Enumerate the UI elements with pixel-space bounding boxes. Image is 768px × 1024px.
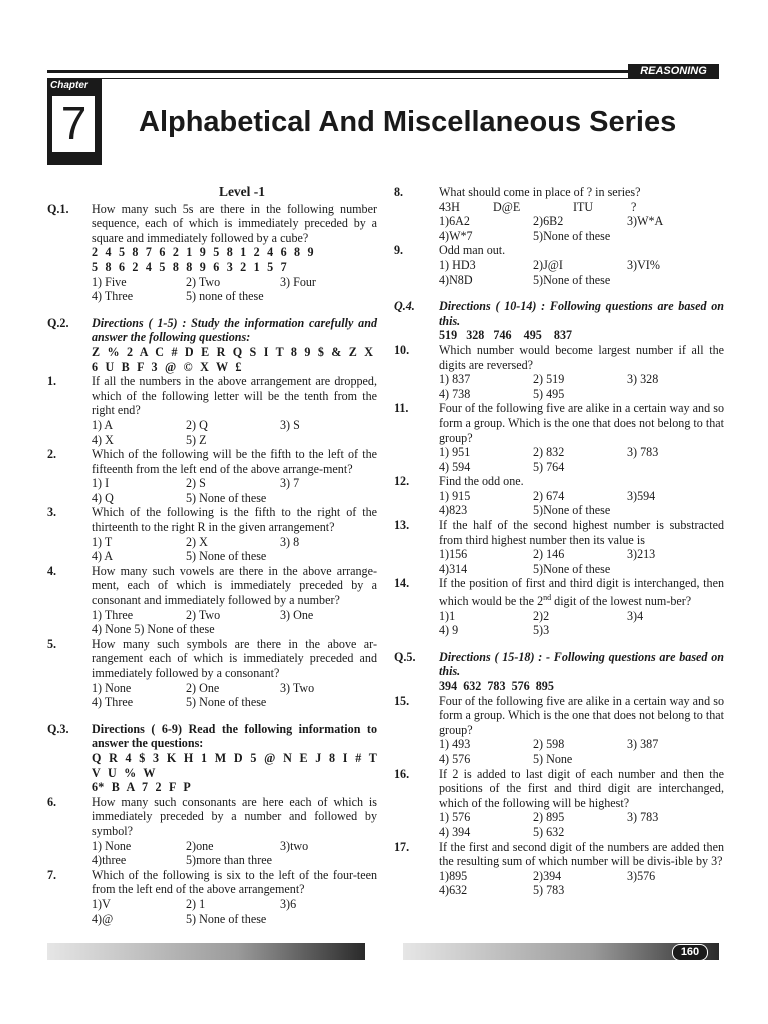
question-number: 1. [47,374,57,389]
question-text: If the first and second digit of the numbers are added then the resulting sum of which number will be divis-ible by 3? [439,839,724,869]
option: 3) S [280,417,300,432]
question-text: If all the numbers in the above arrangement are dropped, which of the following letter will be the tenth from the right end? [92,374,377,418]
option: 4)823 [439,503,468,518]
question-number: Q.4. [394,299,415,314]
question-number: 8. [394,185,404,199]
question-number: 6. [47,794,57,809]
option: 2)2 [533,608,550,623]
option: 3)594 [627,488,656,503]
left-column [47,185,377,926]
option: 5)None of these [533,272,611,287]
question-number: Q.2. [47,315,69,330]
option: 5) None of these [186,911,267,926]
question-11 [394,401,724,474]
option: 1) None [92,680,132,695]
options [92,535,377,564]
option: 5)3 [533,623,550,638]
question-17 [394,840,724,898]
option: 3) Two [280,680,315,695]
question-number: 9. [394,243,404,258]
option: 4) 576 [439,752,471,766]
directions: Directions ( 1-5) : Study the information carefully and answer the following questions: [92,315,377,345]
option: 1)V [92,896,111,911]
question-text: Which of the following is six to the left of the four-teen from the left end of the above arrangement? [92,867,377,897]
option: 3)two [280,838,309,853]
option: 4) None 5) None of these [92,622,215,637]
option: 4)@ [92,911,114,926]
question-number: 11. [394,401,409,416]
series [439,200,724,215]
option: 2) 895 [533,810,565,825]
question-number: Q.1. [47,201,69,216]
chapter-number: 7 [60,97,87,149]
option: 5)None of these [533,228,611,243]
option: 1) 951 [439,445,471,460]
question-text: What should come in place of ? in series? [439,185,641,199]
option: 5)more than three [186,853,272,868]
options [439,810,724,839]
option: 1) HD3 [439,257,476,272]
option: 2)one [186,838,214,853]
option: 1) 837 [439,372,471,387]
option: 4)632 [439,883,468,898]
option: 5)None of these [533,561,611,576]
option: 1) 576 [439,810,471,825]
symbol-sequence: Z % 2 A C # D E R Q S I T 8 9 $ & Z X [92,344,374,359]
option: 2) Two [186,274,221,289]
option: 5) none of these [186,289,264,304]
option: 5) None of these [186,695,267,710]
question-number: 3. [47,505,57,520]
question-text: If the half of the second highest number is substracted from third highest number then its value is [439,518,724,547]
options [439,372,724,401]
option: 3)W*A [627,214,664,229]
option: 4) 394 [439,824,471,839]
option: 2) 519 [533,372,565,387]
option: 4)W*7 [439,228,473,243]
header-rule-thin [47,78,719,79]
number-set: 519 328 746 495 837 [439,328,573,343]
option: 5) None [533,752,573,766]
option: 2)6B2 [533,214,564,229]
question-5 [47,637,377,710]
option: 4)N8D [439,272,473,287]
question-4 [47,564,377,637]
question-text: How many such 5s are there in the following number sequence, each of which is immediately preceded by a square and immediately followed by a cube? [92,201,377,245]
question-number: 17. [394,839,410,854]
option: 2) S [186,476,206,491]
number-set: 394 632 783 576 895 [439,679,554,694]
directions: Directions ( 6-9) Read the following information to answer the questions: [92,721,377,751]
options [439,737,724,766]
series-term: ITU [573,199,594,214]
question-3 [47,505,377,563]
question-q4 [394,299,724,343]
options [92,897,377,926]
option: 3)4 [627,608,644,623]
option: 3)213 [627,547,656,562]
question-15 [394,694,724,767]
question-number: 4. [47,563,57,578]
options [92,476,377,505]
options [439,489,724,518]
question-text: Which of the following is the fifth to the right of the thirteenth to the right R in the given arrangement? [92,505,377,535]
option: 3) 783 [627,810,659,825]
options [92,418,377,447]
question-10 [394,343,724,401]
option: 2)394 [533,868,562,883]
question-number: Q.3. [47,721,69,736]
option: 3) Four [280,274,316,289]
option: 2) 598 [533,737,565,752]
question-13 [394,518,724,576]
option: 5) 495 [533,386,565,401]
question-number: 2. [47,447,57,462]
option: 3)VI% [627,257,660,272]
question-12 [394,474,724,518]
question-6 [47,795,377,868]
number-sequence: 2 4 5 8 7 6 2 1 9 5 8 1 2 4 6 8 9 [92,245,314,260]
chapter-title: Alphabetical And Miscellaneous Series [139,106,677,138]
question-text: If 2 is added to last digit of each number and then the positions of the first and third digit are interchanged, which of the following will be highest? [439,766,724,810]
section-tab: REASONING [628,64,719,79]
options [439,547,724,576]
option: 4) Three [92,289,134,304]
option: 3) 7 [280,476,300,491]
footer-bar-left [47,943,365,960]
symbol-sequence: 6 U B F 3 @ © X W £ [92,359,242,374]
chapter-label: Chapter [50,80,88,91]
question-number: 15. [394,693,410,708]
option: 1) None [92,838,132,853]
question-9 [394,243,724,287]
question-text: How many such vowels are there in the above arrange-ment, each of which is immediately preceded by a consonant and immediately followed by a number? [92,563,377,608]
option: 5) 783 [533,883,565,898]
question-q3 [47,722,377,795]
directions: Directions ( 10-14) : Following questions are based on this. [439,299,724,328]
option: 3) 8 [280,534,300,549]
level-title: Level -1 [218,184,266,199]
question-text: How many such consonants are here each of which is immediately preceded by a number and followed by symbol? [92,794,377,838]
option: 1) A [92,417,114,432]
question-number: 7. [47,867,57,882]
question-text: Odd man out. [439,243,506,258]
option: 3) 328 [627,372,659,387]
option: 2) 832 [533,445,565,460]
question-14 [394,576,724,637]
page-number: 160 [672,944,708,961]
option: 4)314 [439,561,468,576]
options [439,609,724,638]
option: 5) Z [186,432,207,447]
option: 1)156 [439,547,468,562]
question-number: 12. [394,474,410,489]
question-number: 10. [394,342,410,357]
question-text: How many such symbols are there in the above ar-rangement each of which is immediately preceded and immediately followed by a consonant? [92,636,377,680]
option: 3)6 [280,896,297,911]
option: 1) 915 [439,488,471,503]
option: 3) 783 [627,445,659,460]
option: 4) Three [92,695,134,710]
option: 1)895 [439,868,468,883]
option: 1)1 [439,608,456,623]
option: 3) One [280,607,314,622]
options [439,869,724,898]
question-text: Four of the following five are alike in a certain way and so form a group. Which is the one that does not belong to that group? [439,401,724,445]
directions: Directions ( 15-18) : - Following questions are based on this. [439,649,724,679]
option: 2) One [186,680,220,695]
question-number: 13. [394,518,410,533]
option: 2)J@I [533,257,563,272]
series-term: ? [631,199,637,214]
option: 2) X [186,534,208,549]
options [92,681,377,710]
option: 2) Q [186,417,208,432]
question-1 [47,374,377,447]
question-number: 16. [394,766,410,781]
option: 2) Two [186,607,221,622]
question-2 [47,447,377,505]
right-column [394,185,724,898]
option: 1)6A2 [439,214,470,229]
option: 1) 493 [439,737,471,752]
question-text: If the position of first and third digit is interchanged, then which would be the 2nd digit of the lowest num-ber? [439,576,724,609]
options [439,214,724,243]
option: 5)None of these [533,503,611,518]
option: 3)576 [627,868,656,883]
question-text: Find the odd one. [439,474,524,489]
option: 4) Q [92,490,114,505]
series-term: 43H [439,199,460,214]
option: 4) 594 [439,459,471,474]
option: 1) Five [92,274,127,289]
question-16 [394,767,724,840]
question-number: Q.5. [394,649,416,664]
options [92,275,377,304]
option: 2) 1 [186,896,206,911]
question-q2 [47,316,377,374]
option: 5) 632 [533,824,565,839]
question-q1 [47,202,377,304]
question-text: Which of the following will be the fifth to the left of the fifteenth from the left end of the above arrange-ment? [92,447,377,476]
question-q5 [394,650,724,694]
option: 2) 146 [533,547,565,562]
question-text: Four of the following five are alike in a certain way and so form a group. Which is the one that does not belong to that group? [439,693,724,737]
option: 4)three [92,853,127,868]
question-number: 14. [394,576,410,591]
options [92,608,377,623]
header-rule [47,70,719,73]
option: 5) 764 [533,459,565,474]
option: 4) A [92,549,114,564]
option: 4) 9 [439,623,459,638]
question-8 [394,185,724,243]
question-7 [47,868,377,926]
option: 1) I [92,476,110,491]
symbol-sequence: Q R 4 $ 3 K H 1 M D 5 @ N E J 8 I # T V U % W [92,750,377,780]
number-sequence: 5 8 6 2 4 5 8 8 9 6 3 2 1 5 7 [92,259,287,274]
question-number: 5. [47,636,57,651]
options [92,839,377,868]
option: 5) None of these [186,549,267,564]
symbol-sequence: 6* B A 7 2 F P [92,780,191,795]
option: 3) 387 [627,737,659,752]
options [439,445,724,474]
option: 4) 738 [439,386,471,401]
options [439,258,724,287]
question-text: Which number would become largest number if all the digits are reversed? [439,342,724,372]
option: 1) T [92,534,113,549]
option: 2) 674 [533,488,565,503]
option: 5) None of these [186,490,267,505]
series-term: D@E [493,199,521,214]
option: 1) Three [92,607,134,622]
option: 4) X [92,432,114,447]
